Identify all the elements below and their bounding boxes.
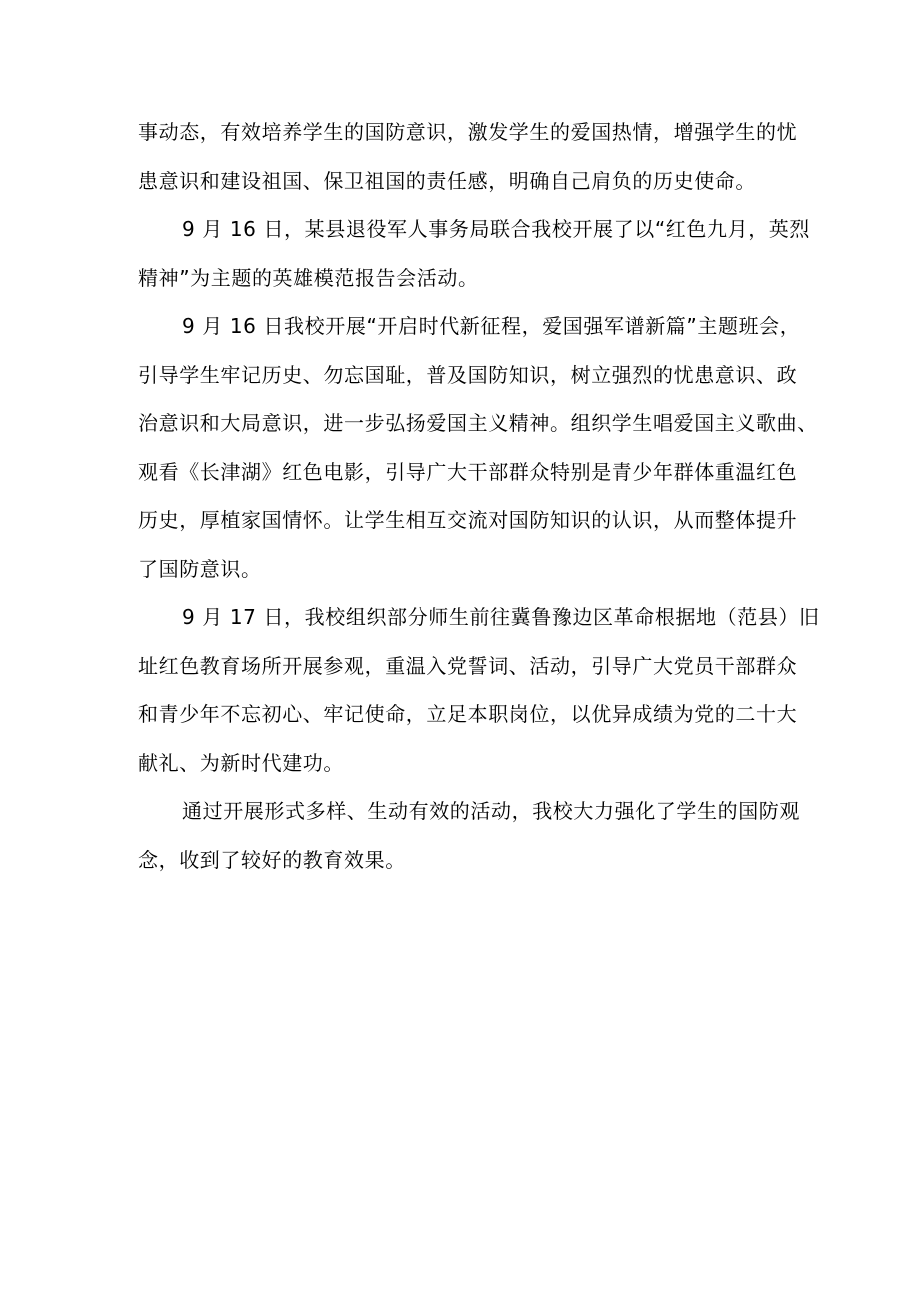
paragraph-line: 献礼、为新时代建功。 [138, 750, 344, 775]
paragraph-5 [138, 787, 798, 884]
paragraph-line: 和青少年不忘初心、牢记使命，立足本职岗位，以优异成绩为党的二十大 [138, 702, 798, 726]
paragraph-2 [138, 205, 811, 302]
paragraph-line: 念，收到了较好的教育效果。 [138, 847, 406, 872]
paragraph-line: 通过开展形式多样、生动有效的活动，我校大力强化了学生的国防观 [182, 799, 800, 823]
paragraph-line: 引导学生牢记历史、勿忘国耻，普及国防知识，树立强烈的忧患意识、政 [138, 362, 798, 387]
paragraph-line: 历史，厚植家国情怀。让学生相互交流对国防知识的认识，从而整体提升 [138, 508, 798, 532]
paragraph-3 [138, 302, 818, 593]
paragraph-line: 9 月 16 日我校开展“开启时代新征程，爱国强军谱新篇”主题班会， [182, 314, 801, 338]
paragraph-line: 址红色教育场所开展参观，重温入党誓词、活动，引导广大党员干部群众 [138, 653, 798, 678]
paragraph-1 [138, 108, 798, 205]
paragraph-line: 患意识和建设祖国、保卫祖国的责任感，明确自己肩负的历史使命。 [138, 168, 756, 193]
document-body [138, 108, 820, 884]
paragraph-line: 9 月 17 日，我校组织部分师生前往冀鲁豫边区革命根据地（范县）旧 [182, 605, 820, 629]
paragraph-line: 了国防意识。 [138, 556, 262, 581]
paragraph-line: 精神”为主题的英雄模范报告会活动。 [138, 265, 479, 290]
paragraph-line: 治意识和大局意识，进一步弘扬爱国主义精神。组织学生唱爱国主义歌曲、 [138, 411, 818, 435]
paragraph-line: 观看《长津湖》红色电影，引导广大干部群众特别是青少年群体重温红色 [138, 459, 798, 484]
paragraph-4 [138, 593, 820, 787]
paragraph-line: 9 月 16 日，某县退役军人事务局联合我校开展了以“红色九月，英烈 [182, 217, 811, 241]
paragraph-line: 事动态，有效培养学生的国防意识，激发学生的爱国热情，增强学生的忧 [138, 120, 798, 144]
